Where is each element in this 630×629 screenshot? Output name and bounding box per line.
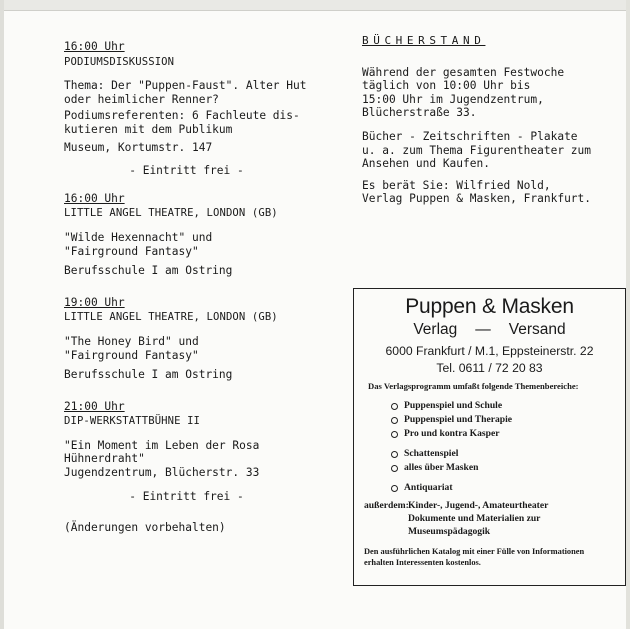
list-item: Puppenspiel und Schule — [404, 399, 625, 413]
event-4 — [64, 400, 349, 504]
publisher-address: 6000 Frankfurt / M.1, Eppsteinerstr. 22 — [385, 344, 594, 358]
buecherstand-section — [362, 34, 627, 206]
event-title: LITTLE ANGEL THEATRE, LONDON (GB) — [64, 311, 278, 324]
additional-text: Kinder-, Jugend-, Amateurtheater Dokumente und Materialien zur Museumspädagogik — [408, 500, 549, 537]
list-item: Antiquariat — [404, 481, 625, 495]
event-title: LITTLE ANGEL THEATRE, LONDON (GB) — [64, 207, 278, 220]
event-venue: Jugendzentrum, Blücherstr. 33 — [64, 466, 260, 480]
buecherstand-offer: Bücher - Zeitschriften - Plakate u. a. zum Thema Figurentheater zum Ansehen und Kaufen. — [362, 129, 592, 171]
publisher-tagline — [354, 321, 625, 339]
publisher-phone: Tel. 0611 / 72 20 83 — [436, 361, 543, 375]
buecherstand-contact: Es berät Sie: Wilfried Nold, Verlag Puppen & Masken, Frankfurt. — [362, 178, 592, 206]
page-top-edge — [0, 0, 630, 11]
event-referenten: Podiumsreferenten: 6 Fachleute dis- kutieren mit dem Publikum — [64, 109, 300, 136]
tagline-dash: — — [475, 321, 491, 338]
list-item: alles über Masken — [404, 461, 625, 475]
changes-reserved-note: (Änderungen vorbehalten) — [64, 521, 226, 535]
bullet-circle-icon — [391, 403, 398, 410]
page-fold — [0, 0, 4, 629]
schedule-column — [64, 40, 349, 535]
event-title: DIP-WERKSTATTBÜHNE II — [64, 415, 201, 428]
additional-label: außerdem: — [364, 500, 409, 511]
event-1 — [64, 40, 349, 178]
bullet-circle-icon — [391, 485, 398, 492]
catalog-note: Den ausführlichen Katalog mit einer Fülle von Informationen erhalten Interessenten kostenlos. — [364, 547, 585, 567]
additional-topics — [364, 499, 625, 538]
event-time: 19:00 Uhr — [64, 295, 125, 309]
event-time: 16:00 Uhr — [64, 191, 125, 205]
bullet-circle-icon — [391, 451, 398, 458]
tagline-versand: Versand — [508, 321, 566, 338]
list-item: Pro und kontra Kasper — [404, 427, 625, 441]
tagline-verlag: Verlag — [413, 321, 458, 338]
event-admission-note: - Eintritt frei - — [129, 164, 244, 178]
buecherstand-hours: Während der gesamten Festwoche täglich von 10:00 Uhr bis 15:00 Uhr im Jugendzentrum, Blücherstraße 33. — [362, 65, 565, 120]
event-admission-note: - Eintritt frei - — [129, 489, 244, 503]
buecherstand-heading: BÜCHERSTAND — [362, 34, 486, 47]
list-item: Puppenspiel und Therapie — [404, 413, 625, 427]
publisher-advertisement — [353, 288, 626, 586]
event-title: PODIUMSDISKUSSION — [64, 55, 175, 68]
bullet-circle-icon — [391, 431, 398, 438]
bullet-circle-icon — [391, 417, 398, 424]
event-program: "Ein Moment im Leben der Rosa Hühnerdraht" — [64, 438, 260, 466]
publisher-brand: Puppen & Masken — [405, 295, 574, 318]
event-2 — [64, 192, 349, 278]
bullet-circle-icon — [391, 465, 398, 472]
event-venue: Berufsschule I am Ostring — [64, 264, 233, 278]
event-time: 16:00 Uhr — [64, 40, 125, 53]
program-list — [354, 399, 625, 495]
event-program: "The Honey Bird" und "Fairground Fantasy" — [64, 334, 199, 362]
event-venue: Berufsschule I am Ostring — [64, 368, 233, 382]
event-3 — [64, 296, 349, 382]
event-program: "Wilde Hexennacht" und "Fairground Fantasy" — [64, 230, 213, 258]
list-item: Schattenspiel — [404, 447, 625, 461]
event-time: 21:00 Uhr — [64, 399, 125, 413]
event-thema: Thema: Der "Puppen-Faust". Alter Hut oder heimlicher Renner? — [64, 79, 307, 106]
event-venue: Museum, Kortumstr. 147 — [64, 140, 213, 154]
program-intro: Das Verlagsprogramm umfaßt folgende Themenbereiche: — [368, 381, 579, 391]
